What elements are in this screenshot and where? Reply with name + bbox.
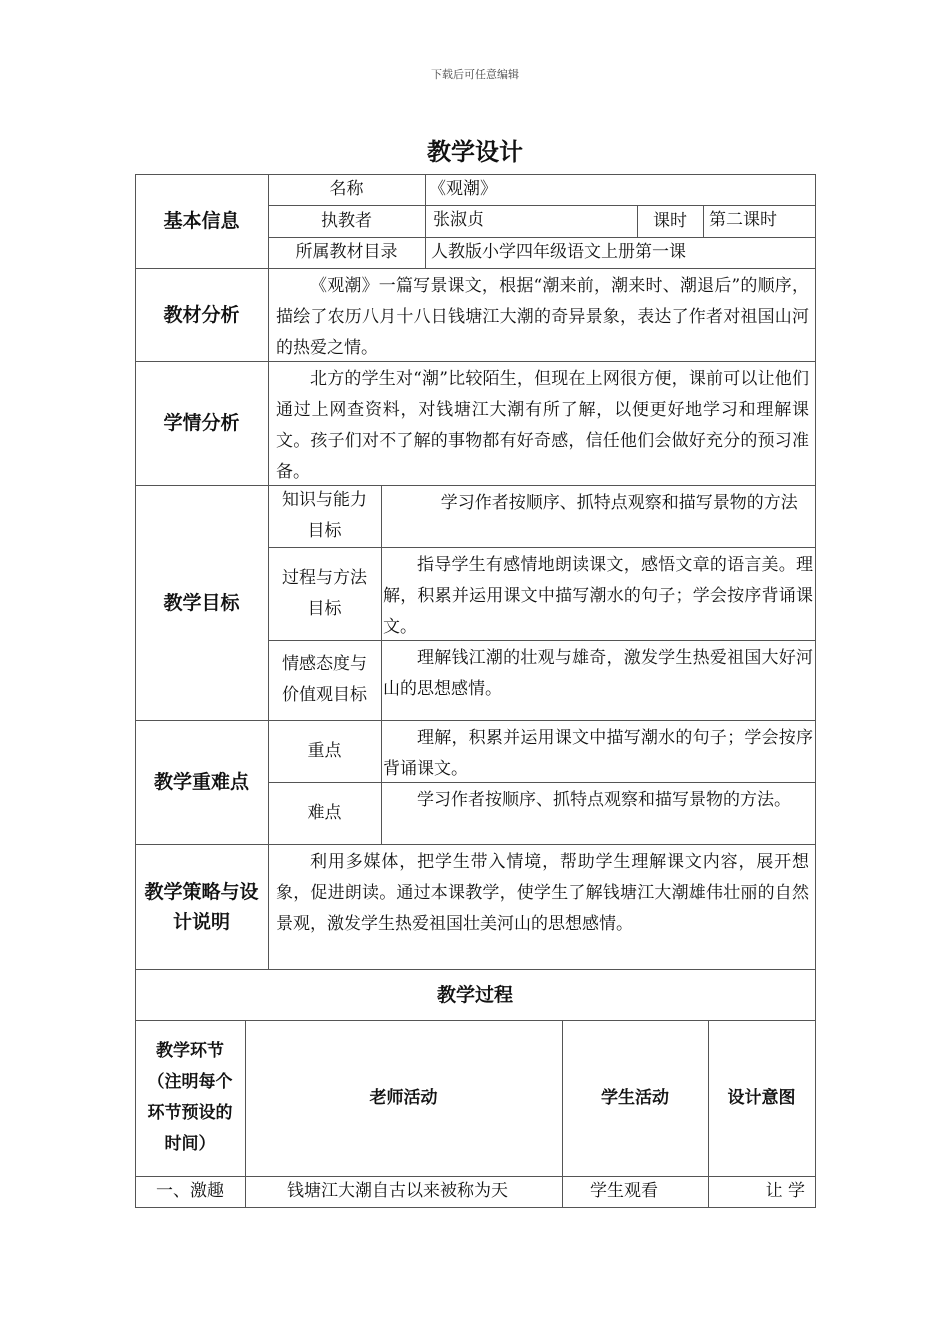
strategy-text: 利用多媒体，把学生带入情境，帮助学生理解课文内容，展开想象，促进朗读。通过本课教学，使学生了解钱塘江大潮雄伟壮丽的自然景观，激发学生热爱祖国壮美河山的思想感情。 xyxy=(276,852,809,934)
student-activity-header: 学生活动 xyxy=(601,1087,669,1108)
row1-stage: 一、激趣 xyxy=(156,1181,224,1201)
row1-teacher-activity: 钱塘江大潮自古以来被称为天 xyxy=(287,1181,508,1201)
row1-student-activity: 学生观看 xyxy=(590,1181,658,1201)
strategy-label: 教学策略与设计说明 xyxy=(144,880,259,933)
student-analysis-label: 学情分析 xyxy=(163,412,240,434)
material-analysis-label: 教材分析 xyxy=(163,303,240,326)
period-value: 第二课时 xyxy=(709,210,777,230)
process-title: 教学过程 xyxy=(436,983,513,1006)
basic-info-label: 基本信息 xyxy=(163,210,240,232)
process-method-text: 指导学生有感情地朗读课文，感悟文章的语言美。理解，积累并运用课文中描写潮水的句子；学会按序背诵课文。 xyxy=(383,555,813,637)
design-intent-header: 设计意图 xyxy=(727,1087,796,1108)
teacher-label: 执教者 xyxy=(321,210,372,231)
catalog-label: 所属教材目录 xyxy=(295,242,398,262)
name-value: 《观潮》 xyxy=(429,179,497,199)
difficult-text: 学习作者按顺序、抓特点观察和描写景物的方法。 xyxy=(417,790,791,810)
material-analysis-text: 《观潮》一篇写景课文，根据“潮来前，潮来时、潮退后”的顺序，描绘了农历八月十八日钱塘江大潮的奇异景象，表达了作者对祖国山河的热爱之情。 xyxy=(276,276,809,358)
row1-design-intent: 让 学 xyxy=(765,1181,805,1201)
teacher-value: 张淑贞 xyxy=(433,210,484,230)
document-title: 教学设计 xyxy=(427,138,523,166)
objectives-label: 教学目标 xyxy=(163,591,240,614)
student-analysis-text: 北方的学生对“潮”比较陌生，但现在上网很方便，课前可以让他们通过上网查资料，对钱塘江大潮有所了解，以便更好地学习和理解课文。孩子们对不了解的事物都有好奇感，信任他们会做好充分的预习准备。 xyxy=(276,369,809,482)
key-label: 重点 xyxy=(307,740,342,761)
lesson-plan-table xyxy=(135,174,815,1208)
difficult-label: 难点 xyxy=(307,802,342,823)
knowledge-label: 知识与能力目标 xyxy=(282,490,367,541)
catalog-value: 人教版小学四年级语文上册第一课 xyxy=(431,242,686,262)
key-points-label: 教学重难点 xyxy=(153,771,249,793)
header-note: 下载后可任意编辑 xyxy=(431,68,519,81)
emotion-text: 理解钱江潮的壮观与雄奇，激发学生热爱祖国大好河山的思想感情。 xyxy=(383,648,813,699)
emotion-label: 情感态度与价值观目标 xyxy=(282,654,367,705)
teacher-activity-header: 老师活动 xyxy=(369,1087,438,1108)
period-label: 课时 xyxy=(653,210,687,231)
key-text: 理解，积累并运用课文中描写潮水的句子；学会按序背诵课文。 xyxy=(383,728,813,779)
process-method-label: 过程与方法目标 xyxy=(282,567,367,619)
name-label: 名称 xyxy=(329,179,364,199)
stage-column-header: 教学环节（注明每个环节预设的时间） xyxy=(147,1041,233,1154)
knowledge-text: 学习作者按顺序、抓特点观察和描写景物的方法 xyxy=(440,493,798,513)
